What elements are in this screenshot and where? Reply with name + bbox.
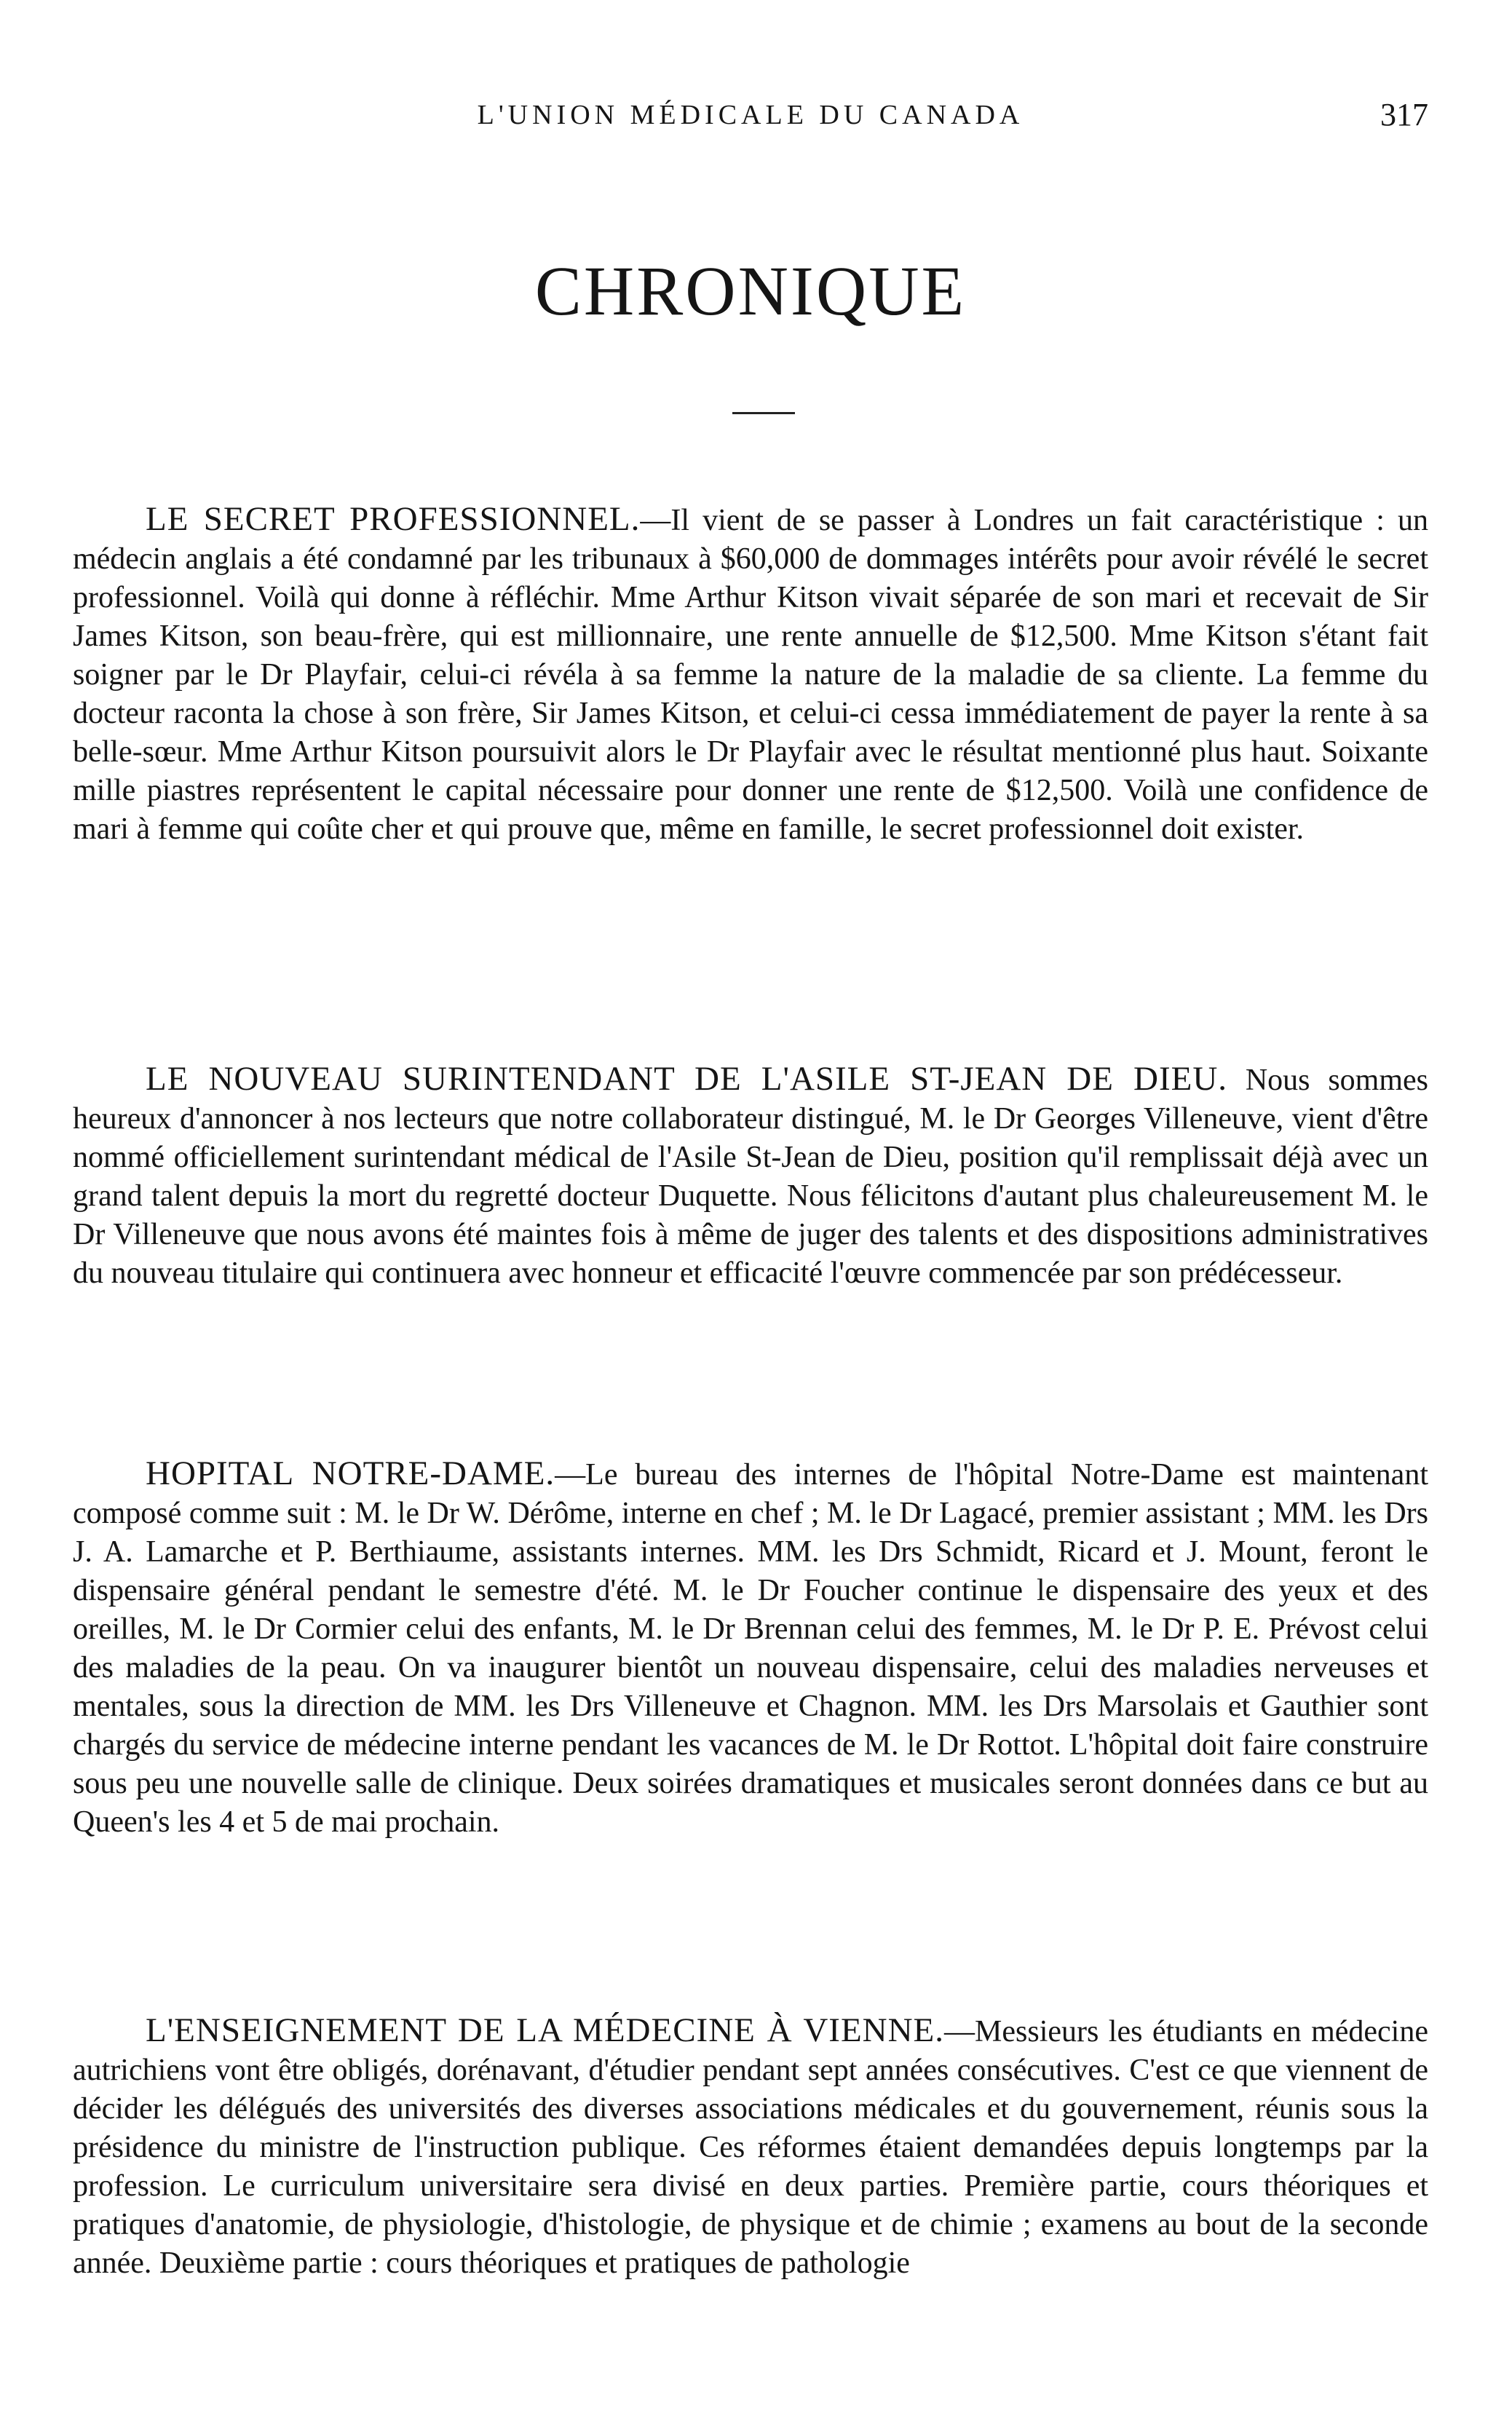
article-heading: HOPITAL NOTRE-DAME.: [146, 1454, 555, 1492]
article-body: —Il vient de se passer à Londres un fait caractéristique : un médecin anglais a été condamné par les tribunaux à $60,000 de dommages intérêts pour avoir révélé le secret professionnel. Voilà qui donne à réfléchir. Mme Arthur Kitson vivait séparée de son mari et recevait de Sir James Kitson, son beau-frère, qui est millionnaire, une rente annuelle de $12,500. Mme Kitson s'étant fait soigner par le Dr Playfair, celui-ci révéla à sa femme la nature de la maladie de sa cliente. La femme du docteur raconta la chose à son frère, Sir James Kitson, et celui-ci cessa immédiatement de payer la rente à sa belle-sœur. Mme Arthur Kitson poursuivit alors le Dr Playfair avec le résultat mentionné plus haut. Soixante mille piastres représentent le capital nécessaire pour donner une rente de $12,500. Voilà une confidence de mari à femme qui coûte cher et qui prouve que, même en famille, le secret professionnel doit exister.: [73, 504, 1428, 846]
article-nouveau-surintendant: [73, 1060, 1428, 1293]
article-body: —Le bureau des internes de l'hôpital Notre-Dame est maintenant composé comme suit : M. le Dr W. Dérôme, interne en chef ; M. le Dr Lagacé, premier assistant ; MM. les Drs J. A. Lamarche et P. Berthiaume, assistants internes. MM. les Drs Schmidt, Ricard et J. Mount, feront le dispensaire général pendant le semestre d'été. M. le Dr Foucher continue le dispensaire des yeux et des oreilles, M. le Dr Cormier celui des enfants, M. le Dr Brennan celui des femmes, M. le Dr P. E. Prévost celui des maladies de la peau. On va inaugurer bientôt un nouveau dispensaire, celui des maladies nerveuses et mentales, sous la direction de MM. les Drs Villeneuve et Chagnon. MM. les Drs Marsolais et Gauthier sont chargés du service de médecine interne pendant les vacances de M. le Dr Rottot. L'hôpital doit faire construire sous peu une nouvelle salle de clinique. Deux soirées dramatiques et musicales seront données dans ce but au Queen's les 4 et 5 de mai prochain.: [73, 1458, 1428, 1839]
article-heading: LE NOUVEAU SURINTENDANT DE L'ASILE ST-JEAN DE DIEU.: [146, 1060, 1228, 1098]
article-body: Nous sommes heureux d'annoncer à nos lecteurs que notre collaborateur distingué, M. le Dr Georges Villeneuve, vient d'être nommé officiellement surintendant médical de l'Asile St-Jean de Dieu, position qu'il remplissait déjà avec un grand talent depuis la mort du regretté docteur Duquette. Nous félicitons d'autant plus chaleureusement M. le Dr Villeneuve que nous avons été maintes fois à même de juger des talents et des dispositions administratives du nouveau titulaire qui continuera avec honneur et efficacité l'œuvre commencée par son prédécesseur.: [73, 1064, 1428, 1290]
article-heading: LE SECRET PROFESSIONNEL.: [146, 500, 641, 538]
article-secret-professionnel: [73, 500, 1428, 849]
article-enseignement-vienne: [73, 2011, 1428, 2283]
article-heading: L'ENSEIGNEMENT DE LA MÉDECINE À VIENNE.: [146, 2011, 945, 2049]
journal-page: [73, 0, 1428, 2435]
running-head: [73, 93, 1428, 137]
section-title: CHRONIQUE: [534, 252, 967, 330]
article-body: —Messieurs les étudiants en médecine autrichiens vont être obligés, dorénavant, d'étudier pendant sept années consécutives. C'est ce que viennent de décider les délégués des universités des diverses associations médicales et du gouvernement, réunis sous la présidence du ministre de l'instruction publique. Ces réformes étaient demandées depuis longtemps par la profession. Le curriculum universitaire sera divisé en deux parties. Première partie, cours théoriques et pratiques d'anatomie, de physiologie, d'histologie, de physique et de chimie ; examens au bout de la seconde année. Deuxième partie : cours théoriques et pratiques de pathologie: [73, 2015, 1428, 2280]
page-number: 317: [1380, 97, 1428, 132]
journal-title: L'UNION MÉDICALE DU CANADA: [477, 100, 1024, 130]
title-rule: [732, 412, 795, 414]
article-hopital-notre-dame: [73, 1454, 1428, 1842]
